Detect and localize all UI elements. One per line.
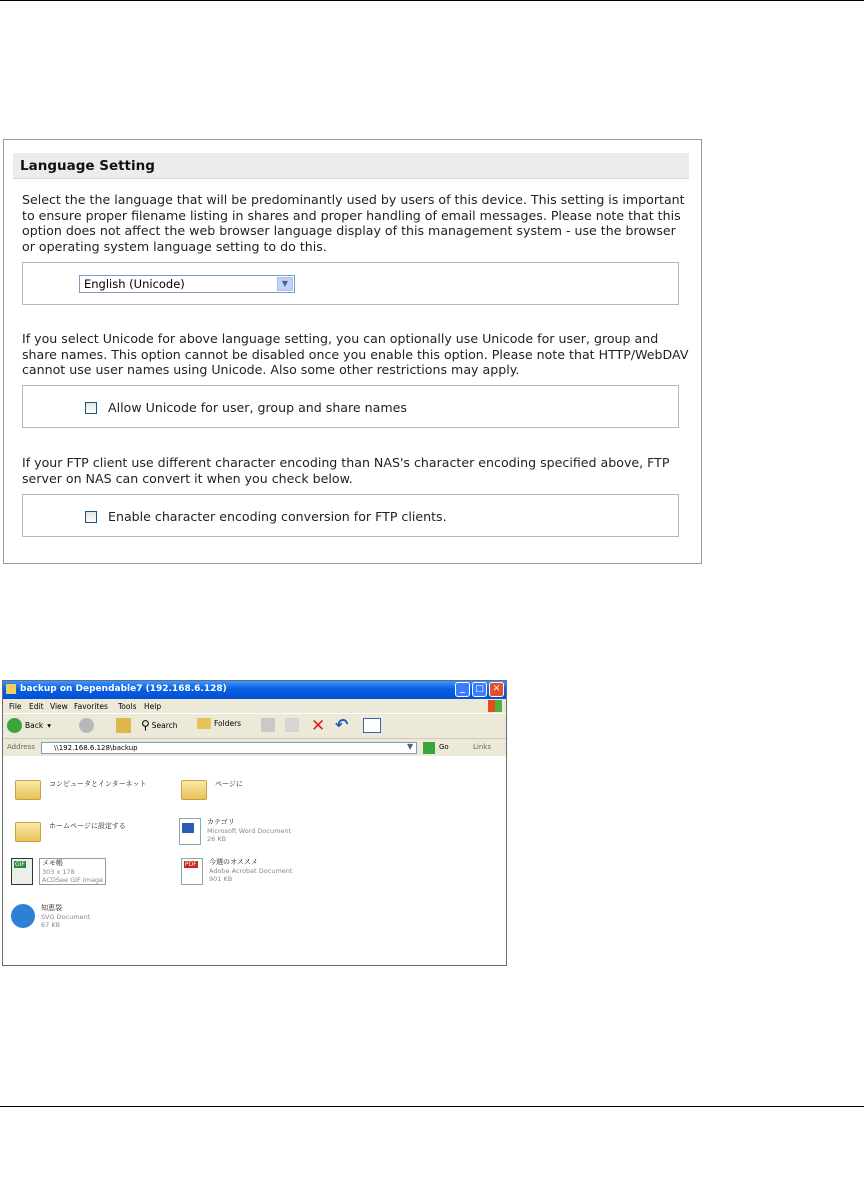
language-select-box	[22, 262, 679, 305]
pdf-document-icon	[181, 858, 203, 885]
item-dimensions: 303 x 178	[42, 868, 75, 876]
item-name: 知恵袋	[41, 904, 62, 912]
forward-arrow-icon	[79, 718, 94, 733]
item-size: 901 KB	[209, 875, 233, 883]
unicode-checkbox[interactable]	[85, 402, 97, 414]
folder-icon	[15, 780, 41, 800]
ftp-checkbox-label: Enable character encoding conversion for FTP clients.	[108, 509, 447, 524]
menu-view[interactable]: View	[50, 702, 68, 711]
item-type: ACDSee GIF Image	[42, 876, 104, 884]
maximize-button[interactable]: □	[472, 682, 487, 697]
item-name: カテゴリ	[207, 818, 235, 826]
internet-explorer-icon	[11, 904, 35, 928]
top-rule	[0, 0, 864, 1]
language-description: Select the the language that will be predominantly used by users of this device. This setting is important to ensure proper filename listing in shares and proper handling of email messages. Please note that this option does not affect the web browser language display of this management system - use the browser or operating system language setting to do this.	[22, 192, 685, 254]
file-list	[3, 756, 506, 966]
menu-tools[interactable]: Tools	[118, 702, 137, 711]
address-input[interactable]	[41, 742, 417, 754]
language-setting-panel	[3, 139, 702, 564]
explorer-window	[2, 680, 507, 966]
gif-image-icon	[11, 858, 33, 885]
go-arrow-icon[interactable]	[423, 742, 435, 754]
menu-favorites[interactable]: Favorites	[74, 702, 108, 711]
search-label: Search	[151, 720, 178, 730]
file-item[interactable]	[11, 858, 106, 885]
folders-label: Folders	[214, 719, 242, 728]
bottom-rule	[0, 1106, 864, 1107]
unicode-option-box	[22, 385, 679, 428]
address-bar	[3, 738, 506, 757]
folder-icon	[15, 822, 41, 842]
pdf-badge: PDF	[185, 861, 197, 868]
search-icon: ⚲	[141, 718, 150, 732]
menu-edit[interactable]: Edit	[29, 702, 44, 711]
folders-button[interactable]	[197, 718, 241, 729]
back-label: Back	[25, 721, 44, 730]
toolbar	[3, 713, 506, 739]
item-name: コンピュータとインターネット	[49, 780, 147, 788]
folder-item[interactable]	[181, 780, 243, 800]
file-item[interactable]	[181, 858, 292, 885]
panel-title: Language Setting	[13, 153, 689, 179]
item-type: Microsoft Word Document	[207, 827, 292, 835]
menu-help[interactable]: Help	[144, 702, 162, 711]
language-select[interactable]	[79, 275, 295, 293]
up-folder-icon[interactable]	[116, 718, 131, 733]
copy-to-icon[interactable]	[285, 718, 299, 732]
back-arrow-icon	[7, 718, 22, 733]
item-size: 67 KB	[41, 921, 61, 929]
item-size: 26 KB	[207, 835, 227, 843]
views-icon[interactable]	[363, 718, 381, 733]
chevron-down-icon[interactable]: ▼	[277, 277, 293, 291]
window-title: backup on Dependable7 (192.168.6.128)	[20, 684, 227, 694]
item-name: メモ帳	[42, 859, 63, 867]
back-button[interactable]	[7, 718, 51, 733]
menu-file[interactable]: File	[9, 702, 22, 711]
ftp-conversion-checkbox[interactable]	[85, 511, 97, 523]
file-item[interactable]	[11, 904, 90, 929]
undo-icon[interactable]: ↶	[335, 715, 349, 734]
folder-icon	[181, 780, 207, 800]
ftp-option-box	[22, 494, 679, 537]
window-titlebar[interactable]	[3, 681, 506, 699]
address-value: \\192.168.6.128\backup	[54, 744, 138, 752]
language-select-value: English (Unicode)	[84, 277, 185, 291]
folder-item[interactable]	[15, 780, 169, 800]
links-button[interactable]: Links	[473, 743, 491, 751]
ftp-description: If your FTP client use different character encoding than NAS's character encoding specified above, FTP server on NAS can convert it when you check below.	[22, 455, 670, 486]
word-document-icon	[179, 818, 201, 845]
search-button[interactable]	[141, 718, 178, 732]
folder-item[interactable]	[15, 822, 126, 842]
folders-icon	[197, 718, 211, 729]
windows-logo-icon	[488, 700, 502, 712]
delete-icon[interactable]: ✕	[311, 716, 326, 736]
file-item[interactable]	[179, 818, 291, 845]
item-name: ホームページに設定する	[49, 822, 126, 830]
address-label: Address	[7, 743, 35, 751]
close-button[interactable]: ✕	[489, 682, 504, 697]
chevron-down-icon[interactable]: ▼	[407, 742, 414, 751]
menu-bar	[3, 699, 506, 713]
chevron-down-icon: ▾	[47, 721, 51, 730]
folder-icon	[6, 684, 16, 694]
minimize-button[interactable]: _	[455, 682, 470, 697]
unicode-description: If you select Unicode for above language setting, you can optionally use Unicode for user, group and share names. This option cannot be disabled once you enable this option. Please note that HTTP/WebDAV cannot use user names using Unicode. Also some other restrictions may apply.	[22, 331, 689, 378]
unicode-checkbox-label: Allow Unicode for user, group and share names	[108, 400, 407, 415]
item-type: Adobe Acrobat Document	[209, 867, 293, 875]
item-type: SVG Document	[41, 913, 91, 921]
item-name: 今週のオススメ	[209, 858, 258, 866]
item-name: ページに	[215, 780, 243, 788]
gif-badge: GIF	[15, 861, 25, 868]
go-button[interactable]: Go	[439, 743, 449, 751]
forward-button[interactable]	[79, 718, 97, 733]
move-to-icon[interactable]	[261, 718, 275, 732]
